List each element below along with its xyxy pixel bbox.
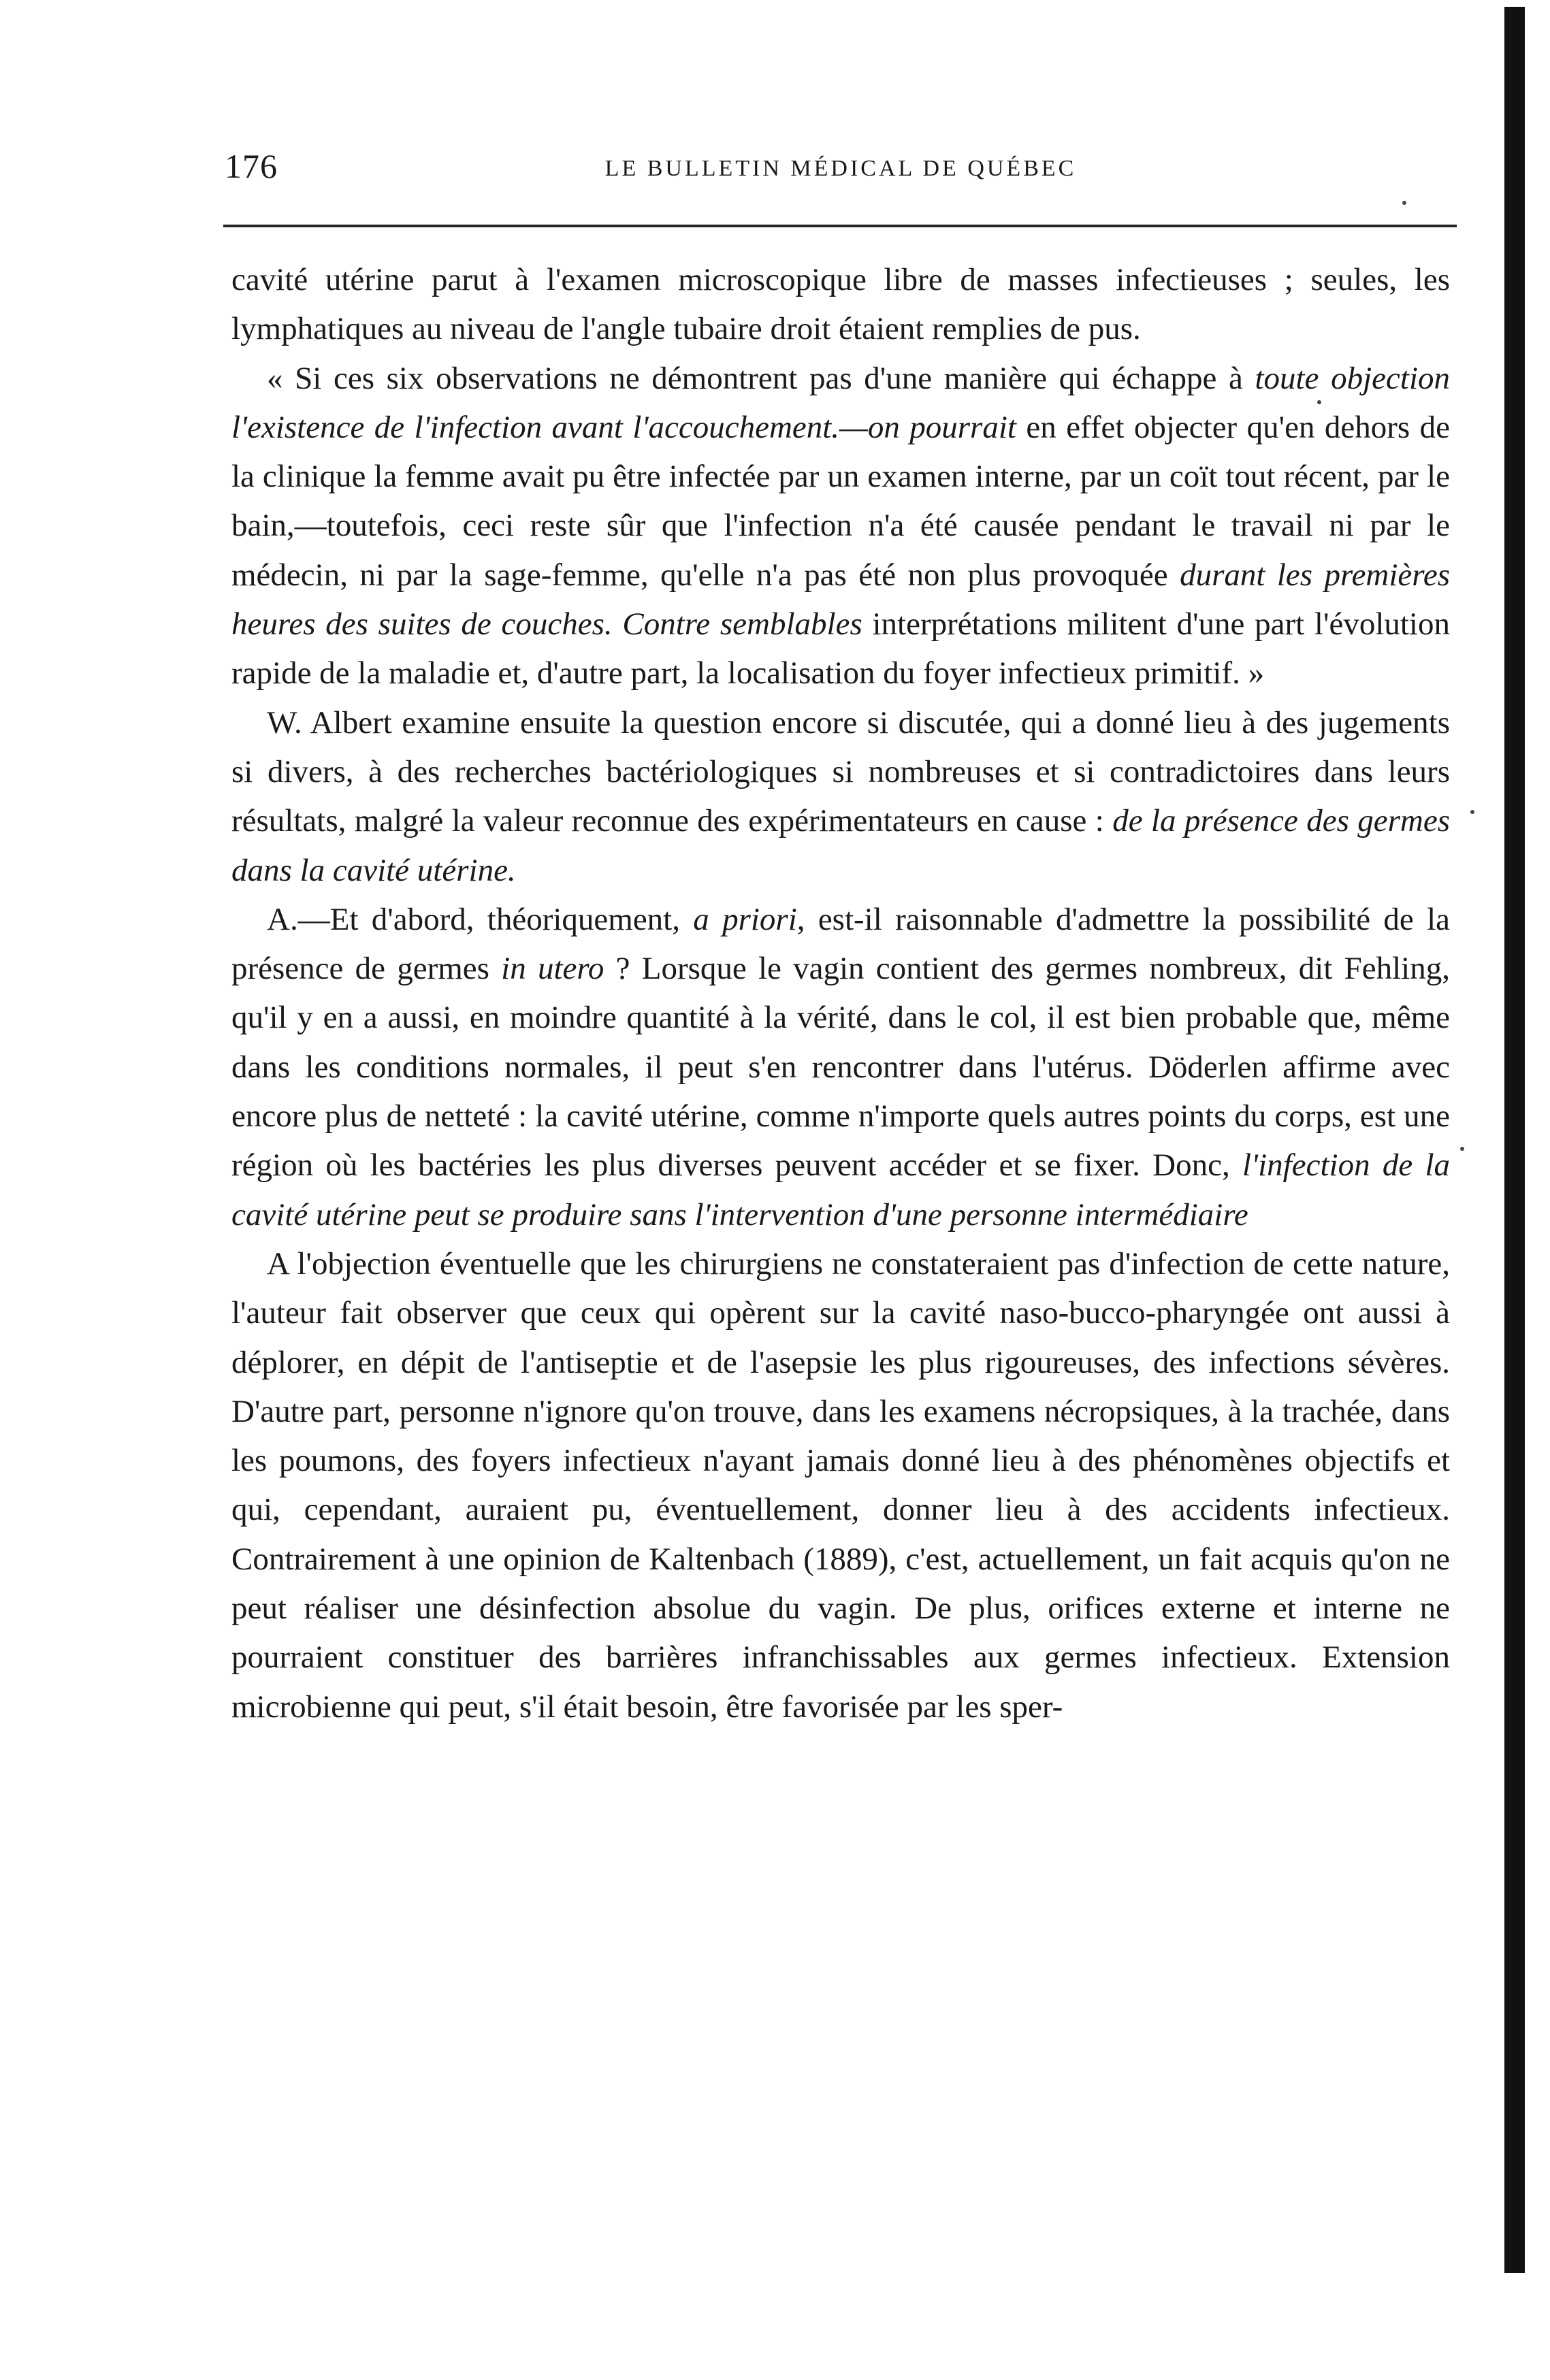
text-run: interprétations militent d'une part l'évolution rapide de la maladie et, d'autre part, la localisation du foyer infectieux primitif. »: [231, 606, 1450, 691]
italic-text: a priori: [693, 901, 797, 937]
header-rule: [223, 225, 1457, 227]
page-header: [225, 146, 1457, 187]
text-run: en effet objecter qu'en dehors de la clinique la femme avait pu être infectée par un examen interne, par un coït tout récent, par le bain,—toutefois, ceci reste sûr que l'infection n'a été causée pendant le travail ni par le médecin, ni par la sage-femme, qu'elle n'a pas été non plus provoquée: [231, 409, 1450, 593]
text-run: « Si ces six observations ne démontrent pas d'une manière qui échappe à: [267, 360, 1255, 396]
paragraph-1: [231, 255, 1450, 354]
scan-speck: [1460, 1147, 1464, 1151]
text-run: A l'objection éventuelle que les chirurgiens ne constateraient pas d'infection de cette nature, l'auteur fait observer que ceux qui opèrent sur la cavité naso-bucco-pharyngée ont aussi à déplorer, en dépit de l'antiseptie et de l'asepsie les plus rigoureuses, des infections sévères. D'autre part, personne n'ignore qu'on trouve, dans les examens nécropsiques, à la trachée, dans les poumons, des foyers infectieux n'ayant jamais donné lieu à des phénomènes objectifs et qui, cependant, auraient pu, éventuellement, donner lieu à des accidents infectieux. Contrairement à une opinion de Kaltenbach (1889), c'est, actuellement, un fait acquis qu'on ne peut réaliser une désinfection absolue du vagin. De plus, orifices externe et interne ne pourraient constituer des barrières infranchissables aux germes infectieux. Extension microbienne qui peut, s'il était besoin, être favorisée par les sper-: [231, 1245, 1450, 1725]
page-number: 176: [225, 147, 278, 185]
paragraph-3: [231, 698, 1450, 895]
text-run: cavité utérine parut à l'examen microscopique libre de masses infectieuses ; seules, les lymphatiques au niveau de l'angle tubaire droit étaient remplies de pus.: [231, 262, 1450, 347]
scan-speck: [1402, 201, 1406, 205]
scan-speck: [1317, 400, 1321, 404]
paragraph-5: [231, 1239, 1450, 1731]
scan-speck: [1470, 810, 1474, 814]
text-run: A.—Et d'abord, théoriquement,: [267, 901, 694, 937]
italic-text: l'infection de la cavité utérine peut se produire sans l'intervention d'une personne intermédiaire: [231, 1147, 1451, 1233]
paragraph-2: [231, 354, 1450, 698]
italic-text: de la présence des germes dans la cavité utérine.: [231, 803, 1450, 888]
running-head: LE BULLETIN MÉDICAL DE QUÉBEC: [604, 156, 1077, 181]
text-run: W. Albert examine ensuite la question encore si discutée, qui a donné lieu à des jugements si divers, à des recherches bactériologiques si nombreuses et si contradictoires dans leurs résultats, malgré la valeur reconnue des expérimentateurs en cause :: [231, 704, 1450, 839]
body-text: [231, 255, 1450, 1731]
binding-edge-gap: [1496, 2273, 1550, 2380]
text-run: , est-il raisonnable d'admettre la possibilité de la présence de germes: [231, 901, 1450, 987]
binding-edge: [1504, 7, 1525, 2375]
italic-text: in utero: [501, 951, 604, 987]
text-run: ? Lorsque le vagin contient des germes nombreux, dit Fehling, qu'il y en a aussi, en moindre quantité à la vérité, dans le col, il est bien probable que, même dans les conditions normales, il peut s'en rencontrer dans l'utérus. Döderlen affirme avec encore plus de netteté : la cavité utérine, comme n'importe quels autres points du corps, est une région où les bactéries les plus diverses peuvent accéder et se fixer. Donc,: [231, 951, 1450, 1184]
italic-text: toute objection l'existence de l'infection avant l'accouchement.—on pourrait: [231, 360, 1451, 445]
paragraph-4: [231, 895, 1450, 1239]
italic-text: durant les premières heures des suites de couches. Contre semblables: [231, 557, 1450, 642]
